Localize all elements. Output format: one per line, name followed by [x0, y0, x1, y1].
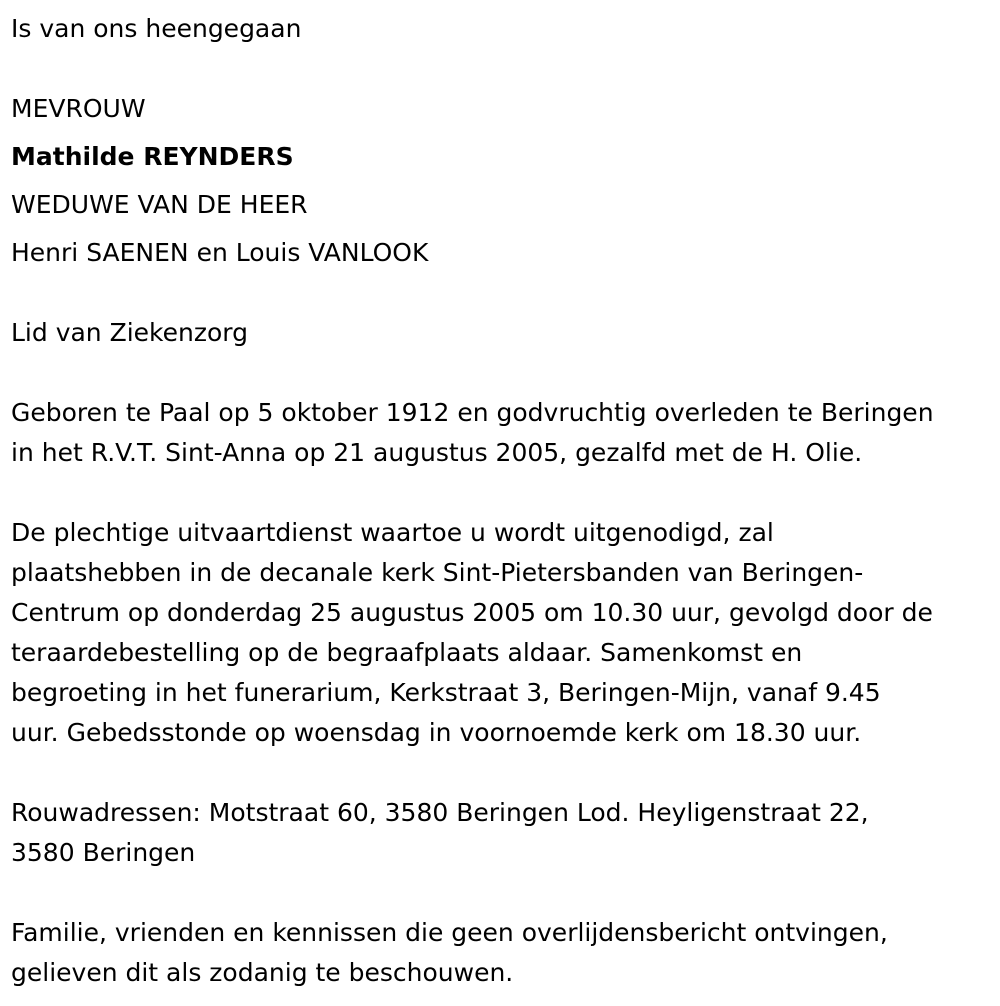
birth-death-paragraph — [11, 393, 996, 473]
paragraph-line: gelieven dit als zodanig te beschouwen. — [11, 958, 514, 987]
paragraph-line: Geboren te Paal op 5 oktober 1912 en godvruchtig overleden te Beringen — [11, 398, 934, 427]
title-prefix: MEVROUW — [11, 94, 146, 123]
paragraph-line: begroeting in het funerarium, Kerkstraat 3, Beringen-Mijn, vanaf 9.45 — [11, 678, 881, 707]
obituary-notice — [11, 5, 996, 993]
paragraph-line: in het R.V.T. Sint-Anna op 21 augustus 2005, gezalfd met de H. Olie. — [11, 438, 863, 467]
paragraph-line: Centrum op donderdag 25 augustus 2005 om 10.30 uur, gevolgd door de — [11, 598, 933, 627]
paragraph-line: Rouwadressen: Motstraat 60, 3580 Beringen Lod. Heyligenstraat 22, — [11, 798, 869, 827]
paragraph-line: teraardebestelling op de begraafplaats aldaar. Samenkomst en — [11, 638, 803, 667]
intro-line: Is van ons heengegaan — [11, 14, 302, 43]
mourning-addresses-paragraph — [11, 793, 996, 873]
paragraph-line: uur. Gebedsstonde op woensdag in voornoemde kerk om 18.30 uur. — [11, 718, 862, 747]
closing-paragraph — [11, 913, 996, 993]
deceased-name: Mathilde REYNDERS — [11, 142, 294, 171]
membership-line: Lid van Ziekenzorg — [11, 318, 248, 347]
spouses-names: Henri SAENEN en Louis VANLOOK — [11, 238, 429, 267]
paragraph-line: plaatshebben in de decanale kerk Sint-Pietersbanden van Beringen- — [11, 558, 864, 587]
widow-of-label: WEDUWE VAN DE HEER — [11, 190, 308, 219]
paragraph-line: Familie, vrienden en kennissen die geen overlijdensbericht ontvingen, — [11, 918, 888, 947]
paragraph-line: 3580 Beringen — [11, 838, 196, 867]
funeral-paragraph — [11, 513, 996, 753]
paragraph-line: De plechtige uitvaartdienst waartoe u wordt uitgenodigd, zal — [11, 518, 774, 547]
